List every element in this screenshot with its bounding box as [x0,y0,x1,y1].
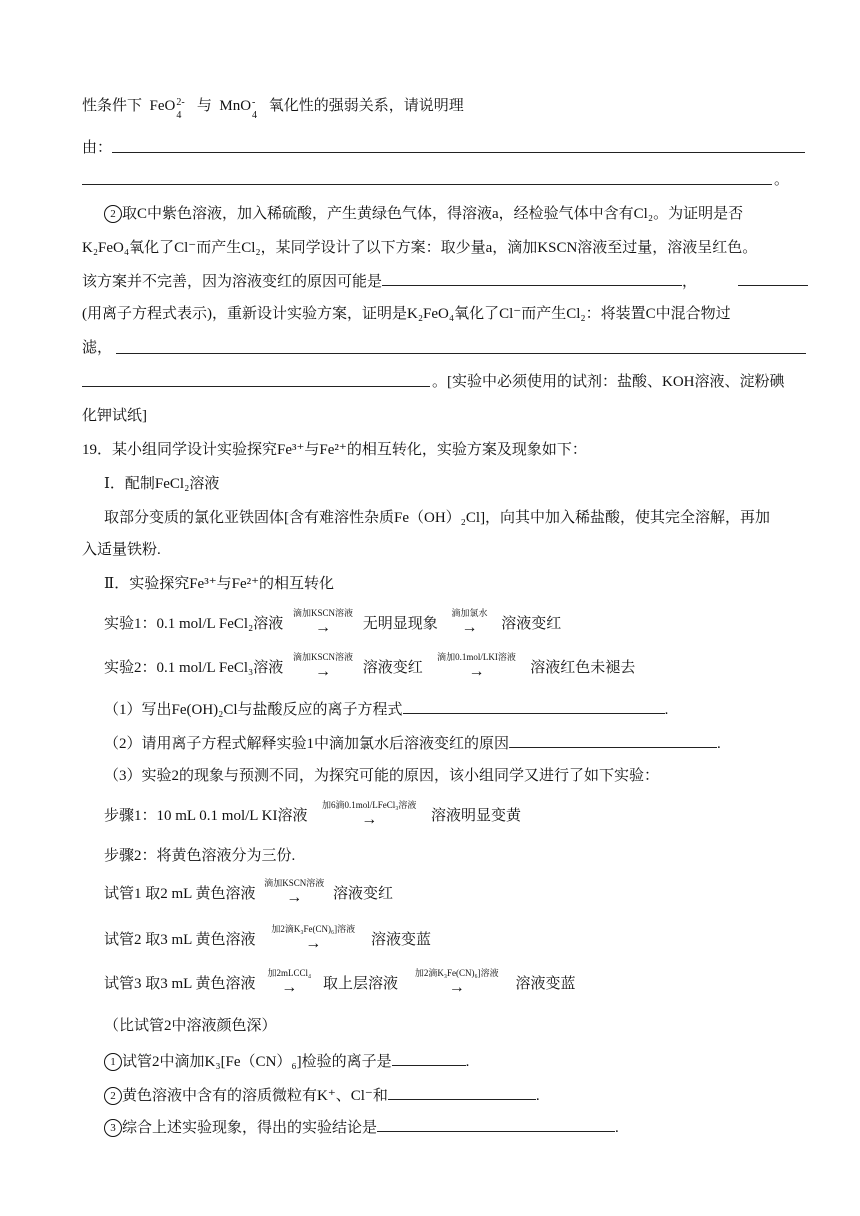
answer-blank[interactable] [392,1050,466,1066]
answer-blank[interactable] [377,1116,615,1132]
condition: 滴加0.1mol/LKI溶液 [437,652,516,662]
q18-part2-line6-end: 。[实验中必须使用的试剂：盐酸、KOH溶液、淀粉碘 [432,374,785,390]
text: 试管2中滴加K₃[Fe（CN）₆]检验的离子是 [122,1054,392,1070]
answer-blank[interactable] [112,152,805,153]
q18-part2-line2: K₂FeO₄氧化了Cl⁻而产生Cl₂，某同学设计了以下方案：取少量a，滴加KSCN溶液至过量，溶液呈红色。 [82,240,758,256]
answer-1 [104,1050,469,1072]
text: . [717,736,721,752]
arrow-icon: → [305,935,322,952]
condition: 加6滴0.1mol/LFeCl₃溶液 [322,800,417,810]
section1-title: Ⅰ．配制FeCl₂溶液 [104,476,220,492]
step-2: 步骤2：将黄色溶液分为三份. [104,848,296,864]
formula-feo4 [149,97,190,121]
reaction-arrow [259,924,367,952]
text: . [535,1088,540,1104]
answer-blank[interactable] [82,184,772,185]
q18-part2-line4: (用离子方程式表示)，重新设计实验方案，证明是K₂FeO₄氧化了Cl⁻而产生Cl₂：将装置C中混合物过 [82,306,731,322]
answer-2 [104,1084,540,1106]
text: 该方案并不完善，因为溶液变红的原因可能是 [82,274,383,290]
reaction-arrow [402,968,512,996]
answer-blank[interactable] [382,270,682,286]
text: . [465,1054,470,1070]
text: 试管2 取3 mL 黄色溶液 [104,932,256,948]
condition: 滴加KSCN溶液 [293,652,354,662]
q18-part2-line7: 化钾试纸] [82,408,147,424]
text: 步骤1：10 mL 0.1 mol/L KI溶液 [104,808,308,824]
q18-line1 [82,96,464,121]
section2-title: Ⅱ．实验探究Fe³⁺与Fe²⁺的相互转化 [104,576,335,592]
arrow-icon: → [315,619,332,636]
circle-number-2: 2 [104,205,122,223]
arrow-icon: → [468,663,485,680]
tube-2 [104,924,432,952]
text: 取C中紫色溶液，加入稀硫酸，产生黄绿色气体，得溶液a，经检验气体中含有Cl₂。为证明是否 [122,206,744,222]
tube-3-note: （比试管2中溶液颜色深） [104,1018,277,1034]
answer-blank[interactable] [403,698,665,714]
reaction-arrow [442,608,498,636]
text: . [664,702,669,718]
text: 溶液变红 [362,660,423,676]
text: 取上层溶液 [323,976,399,992]
q18-line3-end: 。 [774,172,790,188]
answer-blank[interactable] [738,285,808,286]
text: 溶液变蓝 [371,932,432,948]
arrow-icon: → [461,619,478,636]
answer-blank[interactable] [388,1084,536,1100]
text: 性条件下 [82,98,143,114]
text: （1）写出Fe(OH)₂Cl与盐酸反应的离子方程式 [104,702,403,718]
answer-blank[interactable] [509,732,717,748]
text: （2）请用离子方程式解释实验1中滴加氯水后溶液变红的原因 [104,736,510,752]
text: 无明显现象 [362,616,438,632]
condition: 滴加KSCN溶液 [264,878,325,888]
reaction-arrow [287,608,359,636]
text: 溶液红色未褪去 [530,660,636,676]
text: 黄色溶液中含有的溶质微粒有K⁺、Cl⁻和 [122,1088,388,1104]
q18-part2-line3 [82,270,697,292]
reaction-arrow [311,800,427,828]
text: 溶液变红 [333,886,394,902]
text: 实验2：0.1 mol/L FeCl₃溶液 [104,660,284,676]
condition: 加2mLCCl₄ [267,968,312,978]
sup: 2- [176,97,185,108]
text: FeO [149,98,176,114]
text: ， [682,274,698,290]
arrow-icon: → [361,811,378,828]
question-3: （3）实验2的现象与预测不同，为探究可能的原因，该小组同学又进行了如下实验： [104,768,660,784]
section1-line2: 入适量铁粉. [82,542,161,558]
tube-3 [104,968,576,996]
arrow-icon: → [448,979,465,996]
experiment-1 [104,608,562,636]
text: 与 [196,98,212,114]
text: MnO [219,98,252,114]
sup: - [252,97,256,108]
arrow-icon: → [281,979,298,996]
text: 溶液明显变黄 [430,808,521,824]
answer-blank[interactable] [82,386,430,387]
formula-mno4 [219,97,265,121]
q18-part2-line5: 滤， [82,340,113,356]
step-1 [104,800,521,828]
tube-1 [104,878,394,906]
sub: 4 [176,110,182,121]
reaction-arrow [427,652,527,680]
circle-number: 2 [104,1087,122,1105]
text: 实验1：0.1 mol/L FeCl₂溶液 [104,616,284,632]
q18-part2-line1 [104,204,743,224]
answer-3 [104,1116,619,1138]
condition: 滴加氯水 [451,608,488,618]
reaction-arrow [259,968,319,996]
q18-line2: 由： [82,140,113,156]
text: 试管3 取3 mL 黄色溶液 [104,976,256,992]
circle-number: 1 [104,1053,122,1071]
sub: 4 [252,110,258,121]
text: 试管1 取2 mL 黄色溶液 [104,886,256,902]
text: 氧化性的强弱关系，请说明理 [268,98,464,114]
text: . [615,1120,619,1136]
text: 溶液变蓝 [515,976,576,992]
text: 溶液变红 [501,616,562,632]
q19-title: 19．某小组同学设计实验探究Fe³⁺与Fe²⁺的相互转化，实验方案及现象如下： [82,442,587,458]
arrow-icon: → [315,663,332,680]
question-2 [104,732,721,754]
arrow-icon: → [286,889,303,906]
reaction-arrow [287,652,359,680]
condition: 滴加KSCN溶液 [293,608,354,618]
circle-number: 3 [104,1119,122,1137]
question-1 [104,698,668,720]
experiment-2 [104,652,636,680]
condition: 加2滴K₃Fe(CN)₆]溶液 [414,968,499,978]
reaction-arrow [259,878,329,906]
text: 综合上述实验现象，得出的实验结论是 [122,1120,378,1136]
condition: 加2滴K₃Fe(CN)₆]溶液 [271,924,356,934]
section1-line1: 取部分变质的氯化亚铁固体[含有难溶性杂质Fe（OH）₂Cl]，向其中加入稀盐酸，使其完全溶解，再加 [104,510,771,526]
answer-blank[interactable] [116,353,806,354]
